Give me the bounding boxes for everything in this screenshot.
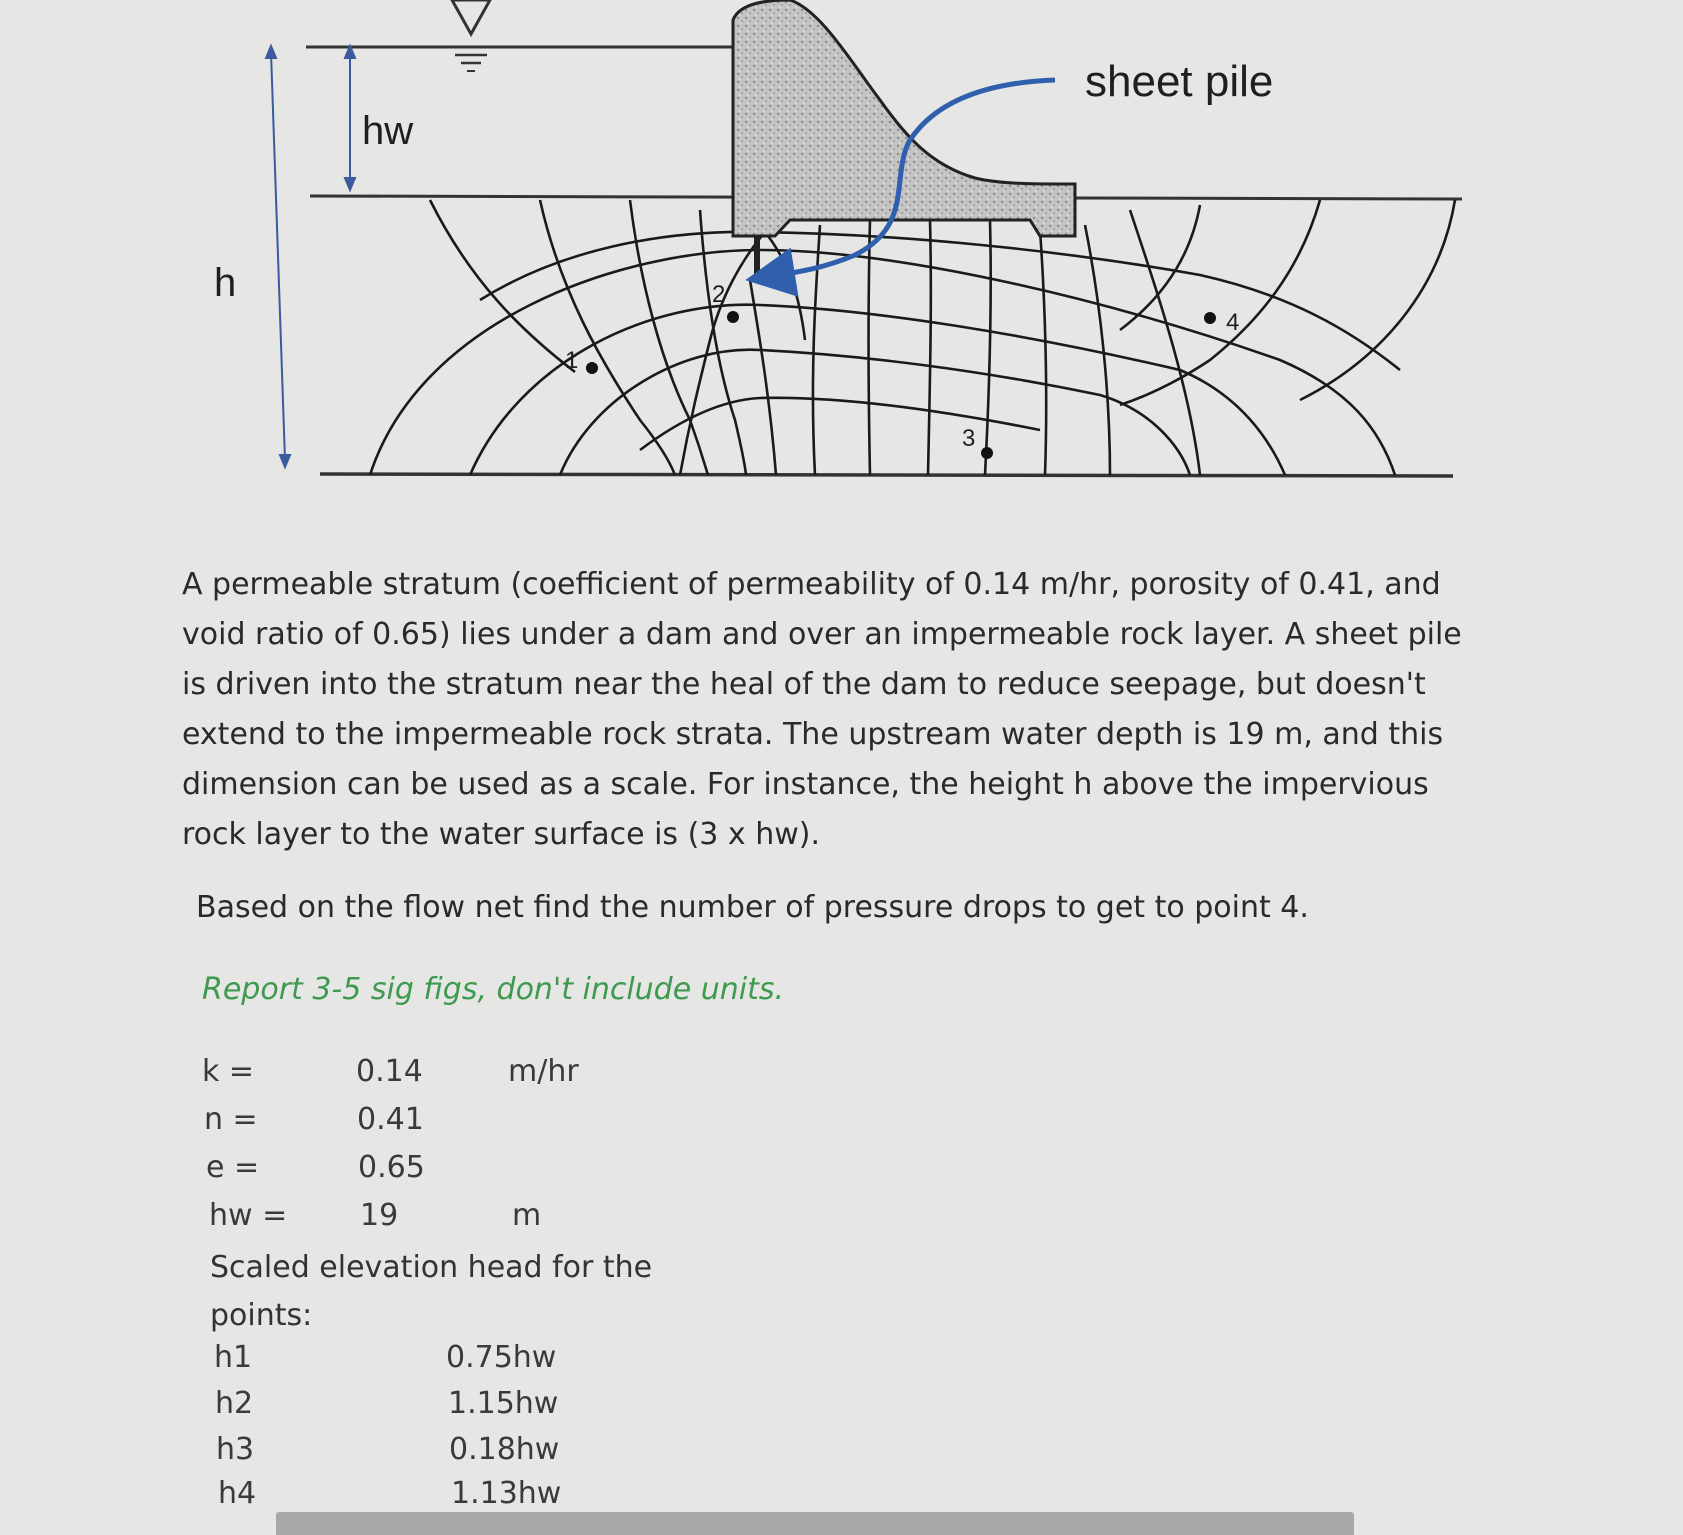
flow-line <box>640 398 1040 450</box>
point-label: h3 <box>216 1432 255 1467</box>
answer-format-note: Report 3-5 sig figs, don't include units. <box>202 972 785 1007</box>
given-value: 19 <box>360 1198 399 1233</box>
point-value: 1.13hw <box>451 1476 562 1511</box>
flow-line <box>560 350 1190 475</box>
scaled-elevation-caption: Scaled elevation head for the points: <box>210 1250 653 1333</box>
given-value: 0.41 <box>357 1102 424 1137</box>
point-label: h4 <box>218 1476 257 1511</box>
point-value: 1.15hw <box>448 1386 559 1421</box>
dam-body <box>733 0 1075 236</box>
equipotential-line <box>928 220 931 475</box>
flow-net-figure <box>0 0 1683 500</box>
equipotential-line <box>869 220 871 475</box>
svg-text:3: 3 <box>962 425 976 452</box>
hw-label: hw <box>362 109 414 153</box>
question-prompt: Based on the flow net find the number of pressure drops to get to point 4. <box>196 890 1309 925</box>
equipotential-line <box>813 225 820 475</box>
svg-text:2: 2 <box>712 281 726 308</box>
point-4 <box>1204 309 1239 336</box>
equipotential-line <box>1040 230 1046 475</box>
h-label: h <box>214 261 237 305</box>
flow-net-grid <box>370 200 1455 475</box>
given-label: e = <box>206 1150 260 1185</box>
question-paragraph: A permeable stratum (coefficient of permeability of 0.14 m/hr, porosity of 0.41, and void ratio of 0.65) lies under a dam and over an impermeable rock layer. A sheet pile is driven into the stratum near the heal of the dam to reduce seepage, but doesn't extend to the impermeable rock strata. The upstream water depth is 19 m, and this dimension can be used as a scale. For instance, the height h above the impervious rock layer to the water surface is (3 x hw). <box>182 567 1462 852</box>
point-label: h1 <box>214 1340 253 1375</box>
given-value: 0.65 <box>358 1150 425 1185</box>
point-value: 0.18hw <box>449 1432 560 1467</box>
sheet-pile <box>754 236 760 280</box>
flow-line <box>370 250 1395 475</box>
svg-text:1: 1 <box>565 347 579 374</box>
equipotential-line <box>985 220 991 475</box>
impervious-rock-line <box>320 474 1453 476</box>
flow-line <box>470 305 1285 475</box>
bottom-scroll-bar[interactable] <box>276 1512 1354 1535</box>
h-dimension-arrow <box>266 46 290 467</box>
flow-line <box>480 232 1400 370</box>
point-value: 0.75hw <box>446 1340 557 1375</box>
sheet-pile-label: sheet pile <box>1085 57 1274 106</box>
equipotential-line <box>750 280 776 475</box>
water-level-symbol <box>452 0 490 71</box>
given-value: 0.14 <box>356 1054 423 1089</box>
given-label: hw = <box>209 1198 288 1233</box>
point-label: h2 <box>215 1386 254 1421</box>
svg-text:4: 4 <box>1226 309 1240 336</box>
hw-dimension-arrow <box>345 46 355 190</box>
equipotential-line <box>1300 200 1455 400</box>
given-label: n = <box>204 1102 258 1137</box>
given-label: k = <box>202 1054 255 1089</box>
equipotential-line <box>760 226 805 340</box>
given-unit: m <box>512 1198 542 1233</box>
given-unit: m/hr <box>508 1054 579 1089</box>
